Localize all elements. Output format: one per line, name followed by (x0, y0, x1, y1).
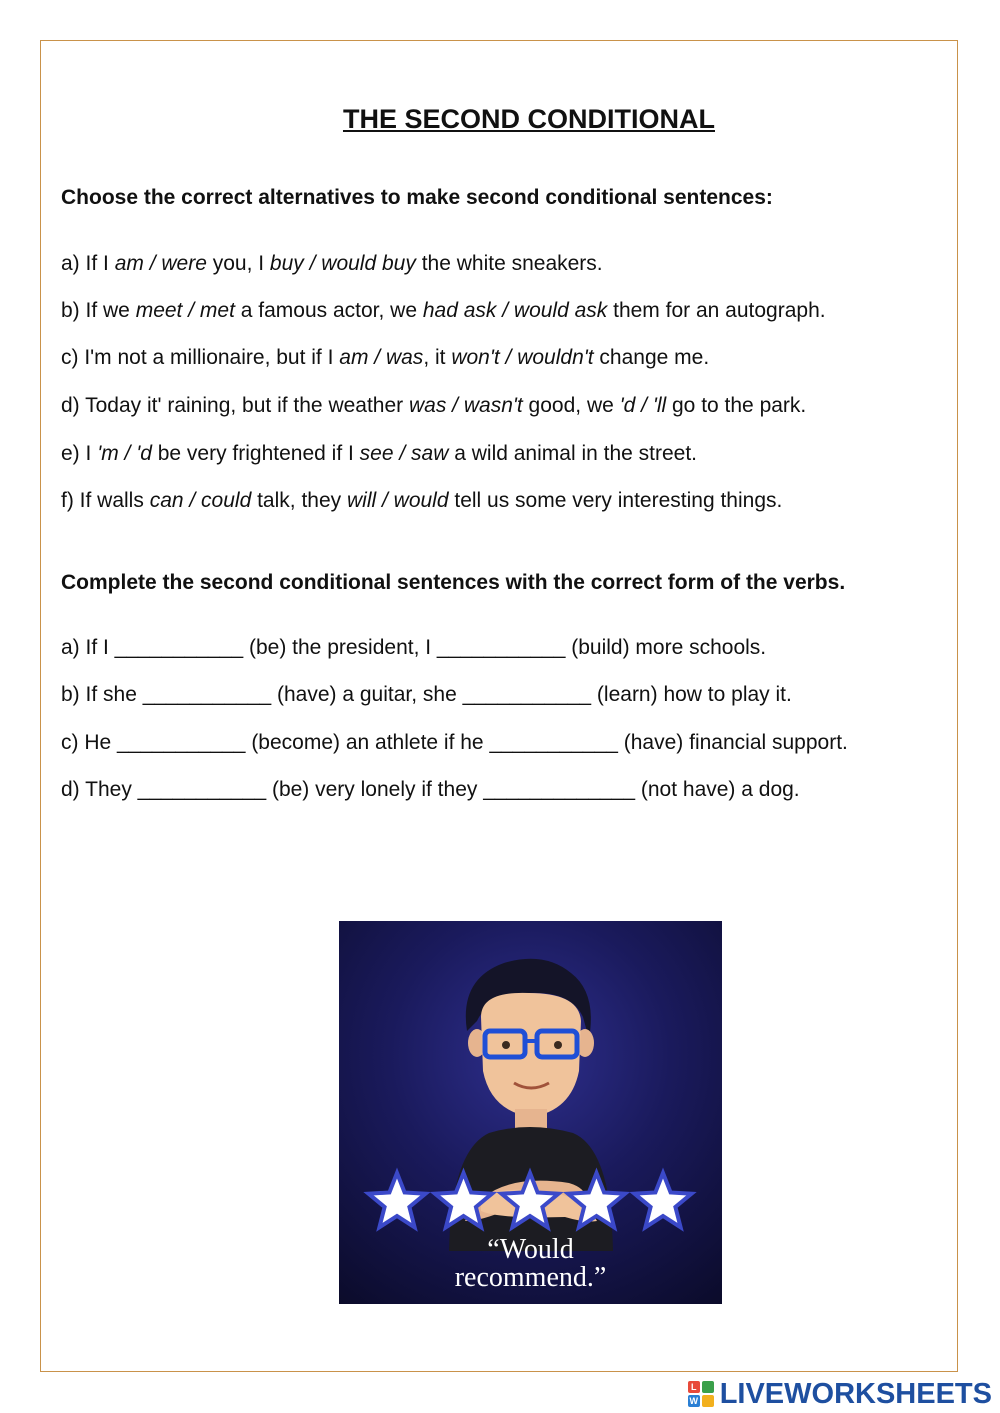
logo-letter-w: W (689, 1396, 698, 1406)
answer-options: am / was (339, 346, 424, 369)
exercise1-sentence (61, 442, 697, 466)
quote-line1: “Would (487, 1234, 574, 1265)
logo-letter-l: L (688, 1381, 700, 1393)
exercise2-sentence: c) He ___________ (become) an athlete if he ___________ (have) financial support. (61, 731, 848, 754)
star-icon (369, 1173, 426, 1227)
brand-name: LIVEWORKSHEETS (719, 1377, 992, 1410)
exercise2-sentence: d) They ___________ (be) very lonely if they _____________ (not have) a dog. (61, 778, 800, 801)
sentence-text: change me. (593, 346, 710, 369)
sentence-text: a) If I (61, 252, 115, 275)
sentence-text: f) If walls (61, 489, 150, 512)
page-title: THE SECOND CONDITIONAL (342, 104, 715, 134)
answer-options: can / could (149, 489, 252, 512)
answer-options: see / saw (359, 442, 449, 465)
sentence-text: tell us some very interesting things. (448, 489, 783, 512)
sentence-text: good, we (522, 394, 620, 417)
answer-options: 'm / 'd (97, 442, 152, 465)
answer-options: won't / wouldn't (451, 346, 594, 369)
sentence-text: b) If we (61, 299, 136, 322)
sentence-text: , it (423, 346, 452, 369)
exercise1-sentence (61, 489, 782, 513)
answer-options: meet / met (135, 299, 235, 322)
sentence-text: a wild animal in the street. (448, 442, 698, 465)
sentence-text: talk, they (251, 489, 347, 512)
section1-instruction: Choose the correct alternatives to make second conditional sentences: (61, 186, 773, 209)
star-icon (635, 1173, 692, 1227)
answer-options: will / would (346, 489, 449, 512)
section2-instruction: Complete the second conditional sentences with the correct form of the verbs. (61, 571, 846, 594)
answer-options: am / were (114, 252, 207, 275)
exercise1-sentence (61, 299, 826, 323)
exercise1-sentence (61, 346, 709, 370)
sentence-text: be very frightened if I (151, 442, 360, 465)
liveworksheets-logo (688, 1378, 992, 1410)
sentence-text: them for an autograph. (607, 299, 826, 322)
sentence-text: the white sneakers. (415, 252, 603, 275)
sentence-text: a famous actor, we (234, 299, 423, 322)
sentence-text: you, I (206, 252, 270, 275)
answer-options: had ask / would ask (422, 299, 608, 322)
quote-line2: recommend.” (454, 1262, 607, 1293)
exercise1-sentence (61, 252, 603, 276)
exercise2-sentence: b) If she ___________ (have) a guitar, she ___________ (learn) how to play it. (61, 683, 792, 706)
logo-icon (688, 1381, 714, 1407)
quote-text (339, 1236, 722, 1292)
answer-options: was / wasn't (409, 394, 523, 417)
avatar-illustration (339, 921, 722, 1304)
exercise1-sentence (61, 394, 806, 418)
answer-options: buy / would buy (269, 252, 416, 275)
answer-options: 'd / 'll (619, 394, 667, 417)
sentence-text: c) I'm not a millionaire, but if I (61, 346, 340, 369)
sentence-text: d) Today it' raining, but if the weather (61, 394, 409, 417)
sentence-text: e) I (61, 442, 98, 465)
exercise2-sentence: a) If I ___________ (be) the president, I ___________ (build) more schools. (61, 636, 767, 659)
sentence-text: go to the park. (666, 394, 807, 417)
